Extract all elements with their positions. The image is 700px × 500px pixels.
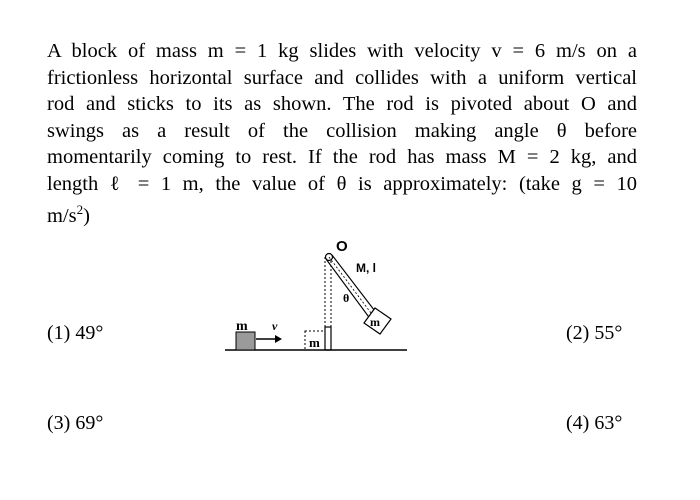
question-line	[47, 197, 637, 229]
stuck-block-label: m	[309, 335, 320, 350]
question-line: momentarily coming to rest. If the rod has mass M = 2 kg, and	[47, 146, 637, 168]
velocity-arrowhead	[275, 335, 282, 343]
angle-label: θ	[343, 291, 350, 305]
question-line: frictionless horizontal surface and collides with a uniform vertical	[47, 66, 637, 89]
question-line: length ℓ = 1 m, the value of θ is approximately: (take g = 10	[47, 172, 637, 195]
rod-label: M, l	[356, 261, 376, 275]
option-3[interactable]: (3) 69°	[47, 412, 104, 434]
question-text	[47, 38, 637, 229]
units-close: )	[83, 204, 90, 227]
question-line: rod and sticks to its as shown. The rod is pivoted about O and	[47, 93, 637, 115]
sliding-block	[236, 332, 255, 350]
velocity-label: v	[272, 319, 278, 333]
option-2[interactable]: (2) 55°	[566, 322, 623, 344]
sliding-block-label: m	[236, 319, 248, 334]
pivot-label: O	[336, 238, 348, 255]
option-1[interactable]: (1) 49°	[47, 322, 104, 344]
units-text: m/s	[47, 204, 77, 227]
option-4[interactable]: (4) 63°	[566, 412, 623, 434]
question-line: swings as a result of the collision making angle θ before	[47, 119, 637, 142]
collision-diagram	[225, 235, 410, 360]
swung-block-label: m	[370, 315, 380, 329]
rod-base	[325, 327, 331, 350]
question-line: A block of mass m = 1 kg slides with velocity v = 6 m/s on a	[47, 40, 637, 62]
units-exponent: 2	[76, 202, 84, 217]
